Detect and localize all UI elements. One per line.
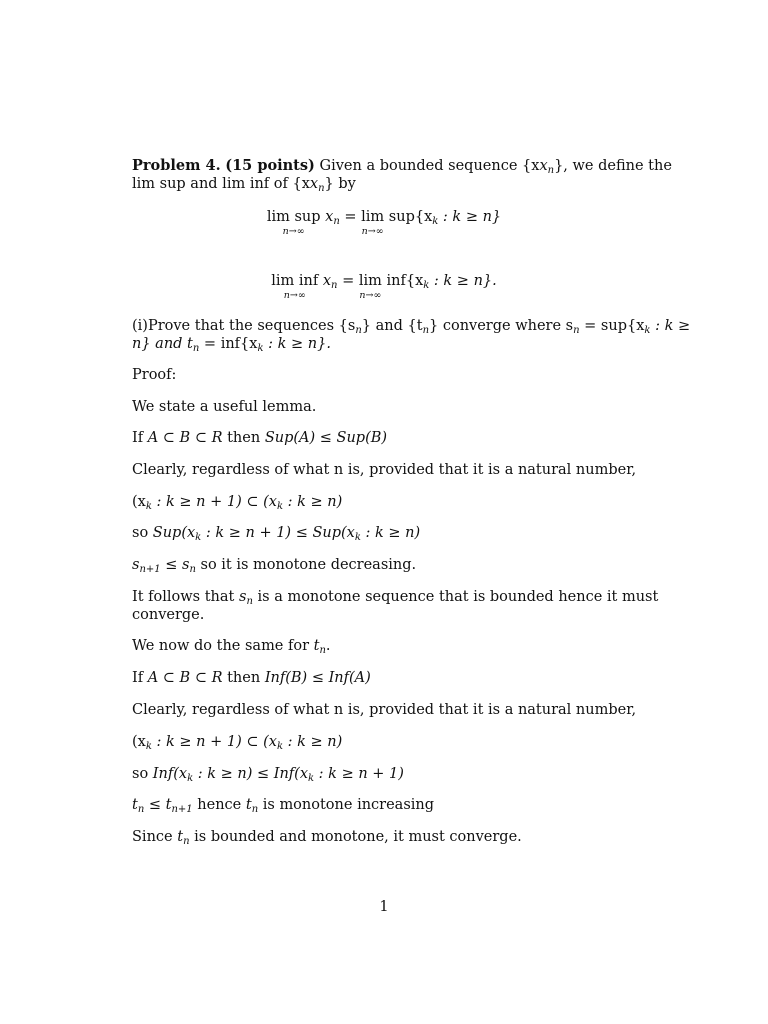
problem-statement: Problem 4. (15 points) Given a bounded sequence $\{xx_n\}$, we define the	[132, 157, 672, 176]
follows-line2: converge.	[132, 607, 205, 623]
proof-label: Proof:	[132, 367, 177, 383]
t-increasing: $t_n \le t_{n+1}$ hence $t_n$ is monotone increasing	[132, 797, 435, 815]
follows-line1: It follows that $s_n$ is a monotone sequence that is bounded hence it must	[132, 589, 659, 607]
subset-statement-2: ($x_k$ : k ≥ n + 1) ⊂ ($x_k$ : k ≥ n)	[132, 734, 343, 752]
same-for-t: We now do the same for $t_n$.	[132, 638, 331, 656]
equation-limsup: lim sup n→∞ $x_n = \lim$ n→∞ $sup\{x_k$ : k ≥ n}	[266, 209, 502, 237]
sup-inequality: so $Sup(x_k$ : $k \ge n + 1) \le Sup(x_k$ : k ≥ n)	[132, 525, 421, 543]
inf-inequality: so $Inf(x_k$ : $k \ge n) \le Inf(x_k$ : k ≥ n + 1)	[132, 766, 404, 784]
part-i-line2: n} and $t_n = inf\{x_k$ : k ≥ n}.	[132, 336, 331, 354]
since-converge: Since $t_n$ is bounded and monotone, it must converge.	[132, 829, 522, 847]
part-i-line1: (i)Prove that the sequences $\{s_n\}$ and $\{t_n\}$ converge where $s_n = sup\{x_k$ : k ≥	[132, 318, 691, 336]
equation-liminf: lim inf n→∞ $x_n = \lim$ n→∞ $inf\{x_k$ : k ≥ n}.	[271, 273, 497, 301]
subset-statement: ($x_k$ : k ≥ n + 1) ⊂ ($x_k$ : k ≥ n)	[132, 494, 343, 512]
problem-statement-line2: lim sup and lim inf of $\{xx_n\}$ by	[132, 176, 356, 194]
intro-text: Given a bounded sequence {x	[319, 158, 540, 174]
lemma-inf: If A ⊂ B ⊂ R then Inf(B) ≤ Inf(A)	[132, 670, 371, 686]
clearly-sentence: Clearly, regardless of what n is, provided that it is a natural number,	[132, 462, 637, 478]
s-decreasing: $s_{n+1} \le s_n$ so it is monotone decreasing.	[132, 557, 417, 575]
problem-heading: Problem 4.	[132, 157, 221, 174]
lemma-intro: We state a useful lemma.	[132, 399, 317, 415]
lemma-sup: If A ⊂ B ⊂ R then Sup(A) ≤ Sup(B)	[132, 430, 388, 446]
page-number: 1	[379, 899, 389, 915]
problem-points: (15 points)	[225, 157, 315, 174]
clearly-sentence-2: Clearly, regardless of what n is, provided that it is a natural number,	[132, 702, 637, 718]
